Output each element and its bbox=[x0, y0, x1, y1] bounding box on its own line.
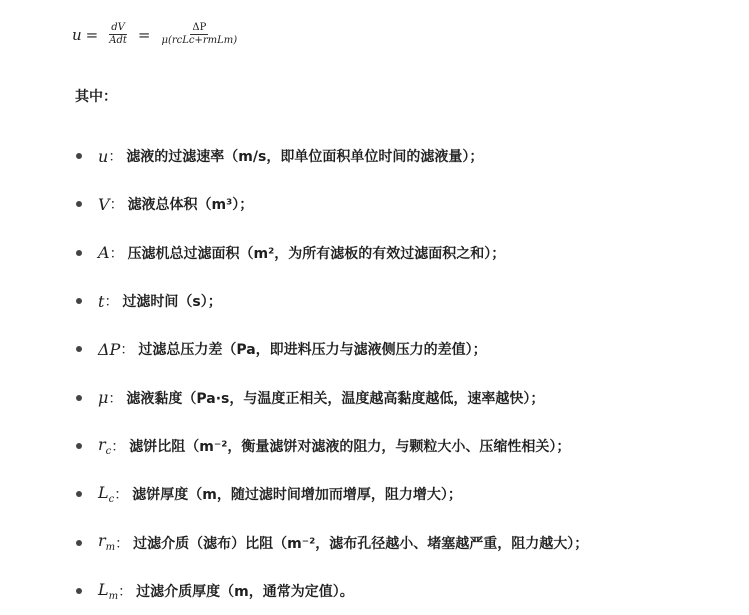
bullet-dot bbox=[76, 346, 82, 352]
definition-symbol: μ bbox=[98, 388, 109, 408]
definition-text: 压滤机总过滤面积（m²，为所有滤板的有效过滤面积之和）； bbox=[127, 245, 506, 262]
definition-list bbox=[72, 132, 588, 615]
definition-item bbox=[72, 373, 588, 421]
formula-lhs: u bbox=[72, 25, 82, 44]
definition-text: 滤液的过滤速率（m/s，即单位面积单位时间的滤液量）； bbox=[126, 149, 484, 166]
definition-colon: ： bbox=[111, 438, 126, 455]
bullet-dot bbox=[76, 201, 82, 207]
definition-text: 滤饼厚度（m，随过滤时间增加而增厚，阻力增大）； bbox=[132, 487, 462, 504]
definition-text: 滤饼比阻（m⁻²，衡量滤饼对滤液的阻力，与颗粒大小、压缩性相关）； bbox=[129, 438, 571, 455]
definition-item bbox=[72, 422, 588, 470]
definition-item bbox=[72, 518, 588, 566]
definition-colon: ： bbox=[104, 294, 119, 311]
definition-symbol: $r_c$ bbox=[98, 434, 112, 458]
bullet-dot bbox=[76, 395, 82, 401]
bullet-dot bbox=[76, 491, 82, 497]
definition-colon: ： bbox=[115, 535, 130, 552]
definition-text: 过滤总压力差（Pa，即进料压力与滤液侧压力的差值）； bbox=[138, 342, 487, 359]
definition-symbol: $L_c$ bbox=[98, 483, 115, 506]
definition-item bbox=[72, 470, 588, 518]
bullet-dot bbox=[76, 153, 82, 159]
formula-equals-1: = bbox=[85, 25, 99, 44]
definition-text: 过滤介质（滤布）比阻（m⁻²，滤布孔径越小、堵塞越严重，阻力越大）； bbox=[133, 535, 589, 552]
definition-symbol: t bbox=[98, 291, 105, 311]
definition-colon: ： bbox=[108, 390, 123, 407]
fraction-2-denominator: μ(rcLc+rmLm) bbox=[161, 35, 238, 46]
definition-symbol: V bbox=[98, 194, 110, 214]
definition-colon: ： bbox=[120, 342, 135, 359]
definition-item bbox=[72, 277, 588, 325]
fraction-1-numerator: dV bbox=[111, 22, 125, 33]
definition-text: 过滤时间（s）； bbox=[122, 294, 222, 311]
fraction-2-numerator: ΔP bbox=[192, 22, 207, 33]
definition-colon: ： bbox=[118, 583, 133, 600]
definition-colon: ： bbox=[114, 487, 129, 504]
definition-colon: ： bbox=[109, 197, 124, 214]
definition-item bbox=[72, 180, 588, 228]
formula-fraction-1 bbox=[107, 22, 129, 47]
bullet-dot bbox=[76, 298, 82, 304]
definition-colon: ： bbox=[109, 245, 124, 262]
definition-item bbox=[72, 132, 588, 180]
fraction-1-denominator: Adt bbox=[109, 35, 127, 46]
definition-item bbox=[72, 229, 588, 277]
formula-fraction-2 bbox=[159, 22, 239, 47]
filtration-rate-formula bbox=[72, 22, 244, 47]
definition-symbol: $L_m$ bbox=[98, 579, 119, 602]
bullet-dot bbox=[76, 250, 82, 256]
definition-symbol: A bbox=[98, 243, 110, 263]
definition-item bbox=[72, 567, 588, 615]
definition-item bbox=[72, 325, 588, 373]
definition-colon: ： bbox=[108, 149, 123, 166]
definition-text: 滤液黏度（Pa·s，与温度正相关，温度越高黏度越低，速率越快）； bbox=[126, 390, 545, 407]
definition-text: 过滤介质厚度（m，通常为定值）。 bbox=[136, 583, 354, 600]
definition-symbol: ΔP bbox=[98, 339, 121, 359]
formula-equals-2: = bbox=[137, 25, 151, 44]
definition-symbol: u bbox=[98, 146, 109, 166]
bullet-dot bbox=[76, 588, 82, 594]
bullet-dot bbox=[76, 443, 82, 449]
definition-text: 滤液总体积（m³）； bbox=[127, 197, 254, 214]
section-title: 其中： bbox=[75, 89, 117, 105]
bullet-dot bbox=[76, 540, 82, 546]
definition-symbol: $r_m$ bbox=[98, 531, 116, 554]
